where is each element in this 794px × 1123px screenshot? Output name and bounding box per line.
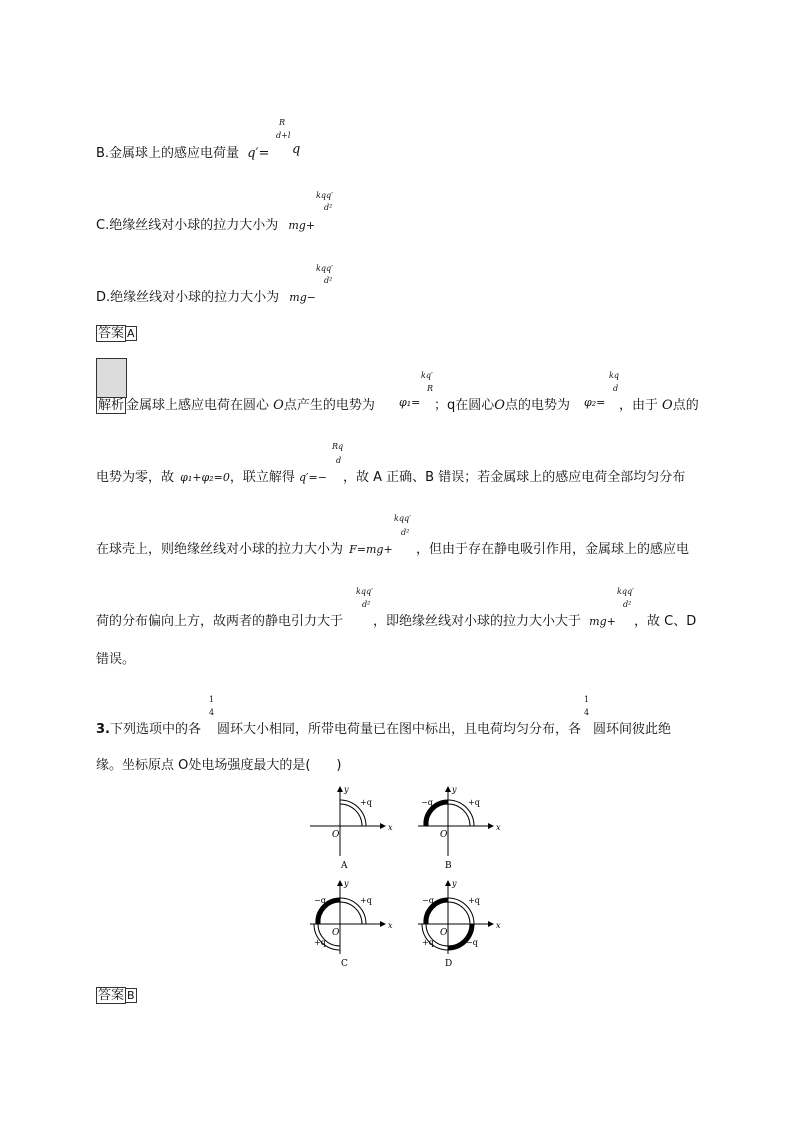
analysis-text: 在球壳上，则绝缘丝线对小球的拉力大小为 (96, 542, 344, 557)
x-axis-label: x (388, 921, 393, 930)
option-c (96, 214, 315, 233)
q3-frac2-num: 1 (584, 695, 590, 704)
q3-frac-den: 4 (209, 708, 215, 717)
origin-label: O (440, 928, 448, 938)
caption-b: B (445, 861, 452, 871)
l4-den2: d² (623, 600, 632, 609)
charge-label-pos: +q (468, 896, 480, 905)
y-axis-label: y (344, 879, 349, 888)
origin-label: O (332, 830, 340, 840)
option-d (96, 286, 316, 305)
phi2-label: φ₂= (584, 396, 606, 409)
point-o: O (273, 398, 284, 413)
l2-num: Rq (332, 442, 344, 451)
diagram-a (310, 785, 393, 871)
option-b-label: B.金属球上的感应电荷量 (96, 146, 240, 161)
charge-label-pos: +q (360, 896, 372, 905)
question-3-line-1c (593, 718, 671, 737)
l4-num2: kqq′ (617, 587, 634, 596)
quarter-ring-figure (300, 782, 500, 972)
question-text: 缘。坐标原点 O处电场强度最大的是( ) (96, 758, 342, 773)
option-d-label: D.绝缘丝线对小球的拉力大小为 (96, 290, 280, 305)
analysis-text: ，即绝缘丝线对小球的拉力大小大于 (373, 614, 582, 629)
point-o: O (662, 398, 673, 413)
analysis-line-2b (343, 466, 685, 485)
option-c-expr: mg+ (288, 219, 316, 232)
caption-a: A (341, 861, 348, 871)
question-3-line-1b (217, 718, 581, 737)
answer-2 (96, 984, 137, 1003)
phi1-num: kq′ (421, 371, 433, 380)
charge-label-neg: −q (421, 798, 433, 807)
analysis-line-1b (434, 394, 570, 413)
l3-den: d² (401, 528, 410, 537)
charge-label-pos-2: +q (422, 938, 434, 947)
answer-tag: 答案 (98, 988, 125, 1003)
question-text: 下列选项中的各 (109, 722, 201, 737)
q-prime: q′=− (298, 471, 327, 484)
force-expr: F=mg+ (349, 543, 393, 556)
option-b-frac-num: R (279, 118, 286, 127)
analysis-text: ，故 A 正确、B 错误；若金属球上的感应电荷全部均匀分布 (343, 470, 686, 485)
l2-den: d (336, 456, 342, 465)
analysis-line-3 (96, 538, 393, 557)
l3-num: kqq′ (394, 514, 411, 523)
y-axis-label: y (452, 879, 457, 888)
x-axis-label: x (496, 921, 501, 930)
q3-frac2-den: 4 (584, 708, 590, 717)
analysis-line-4b (373, 610, 616, 629)
answer-tag: 答案 (98, 326, 125, 341)
analysis-text: ，故 C、D (634, 614, 697, 629)
charge-label: +q (360, 798, 372, 807)
answer-1 (96, 322, 137, 341)
y-axis-label: y (452, 785, 457, 794)
x-axis-label: x (496, 823, 501, 832)
analysis-line-4 (96, 610, 343, 629)
option-c-frac-num: kqq′ (316, 191, 333, 200)
analysis-line-1 (96, 394, 375, 413)
charge-label-pos-2: +q (314, 938, 326, 947)
charge-label-neg: −q (314, 896, 326, 905)
phi1-label: φ₁= (399, 396, 421, 409)
origin-label: O (332, 928, 340, 938)
question-3-line-1 (96, 718, 201, 737)
analysis-text: 荷的分布偏向上方，故两者的静电引力大于 (96, 614, 344, 629)
analysis-line-3b (416, 538, 689, 557)
phi1-den: R (427, 384, 434, 393)
question-3-line-2 (96, 754, 342, 773)
analysis-text: 错误。 (96, 652, 136, 667)
caption-d: D (445, 959, 453, 969)
analysis-line-5 (96, 648, 135, 667)
question-text: 圆环间彼此绝 (593, 722, 672, 737)
answer-value: B (127, 989, 135, 1002)
phi2-den: d (613, 384, 619, 393)
charge-label-pos: +q (468, 798, 480, 807)
analysis-text: 点产生的电势为 (283, 398, 375, 413)
analysis-line-2 (96, 466, 327, 485)
diagram-b (418, 785, 501, 871)
x-axis-label: x (388, 823, 393, 832)
diagram-d (418, 879, 501, 969)
option-c-frac-den: d² (324, 203, 333, 212)
potential-sum: φ₁+φ₂=0 (180, 471, 230, 484)
analysis-line-4c (634, 610, 696, 629)
option-b (96, 142, 269, 161)
analysis-text: 金属球上感应电荷在圆心 (126, 398, 270, 413)
analysis-text: 点的 (672, 398, 699, 413)
analysis-text: ；q在圆心 (434, 398, 495, 413)
charge-label-neg-2: −q (466, 938, 478, 947)
analysis-tag: 解析 (98, 398, 125, 413)
l4-den: d² (362, 600, 371, 609)
l4-num: kqq′ (356, 587, 373, 596)
origin-label: O (440, 830, 448, 840)
charge-label-neg: −q (422, 896, 434, 905)
analysis-text: ，联立解得 (229, 470, 295, 485)
caption-c: C (341, 959, 348, 969)
analysis-text: 电势为零，故 (96, 470, 175, 485)
option-b-lhs: q′= (247, 146, 270, 161)
answer-value: A (127, 327, 135, 340)
option-d-expr: mg− (289, 291, 316, 304)
question-number: 3. (96, 722, 110, 737)
option-d-frac-den: d² (324, 276, 333, 285)
phi2-num: kq (609, 371, 619, 380)
point-o: O (494, 398, 505, 413)
diagram-c (310, 879, 393, 969)
analysis-line-1c (619, 394, 699, 413)
analysis-text: 点的电势为 (504, 398, 570, 413)
option-b-frac-den: d+l (276, 131, 291, 140)
analysis-marker (96, 358, 127, 398)
y-axis-label: y (344, 785, 349, 794)
option-c-label: C.绝缘丝线对小球的拉力大小为 (96, 218, 279, 233)
option-d-frac-num: kqq′ (316, 264, 333, 273)
option-b-tail: q (292, 142, 301, 157)
analysis-text: ，但由于存在静电吸引作用，金属球上的感应电 (416, 542, 690, 557)
question-text: 圆环大小相同，所带电荷量已在图中标出，且电荷均匀分布，各 (217, 722, 582, 737)
analysis-text: ，由于 (619, 398, 659, 413)
mg-expr: mg+ (589, 615, 616, 628)
q3-frac-num: 1 (209, 695, 215, 704)
